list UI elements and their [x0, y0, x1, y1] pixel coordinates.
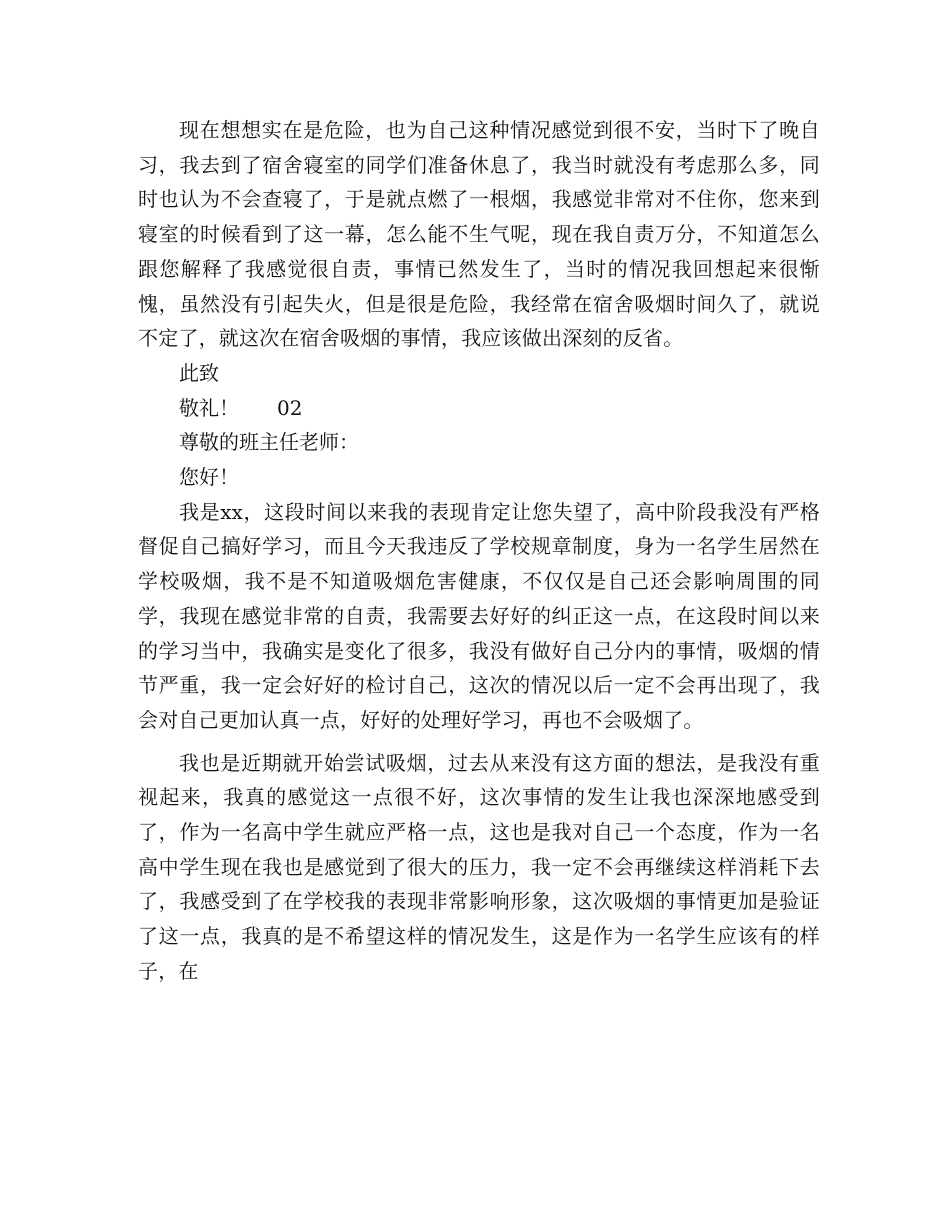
- body-paragraph: 我也是近期就开始尝试吸烟，过去从来没有这方面的想法，是我没有重视起来，我真的感觉这一点很不好，这次事情的发生让我也深深地感受到了，作为一名高中学生就应严格一点，这也是我对自己一个态度，作为一名高中学生现在我也是感觉到了很大的压力，我一定不会再继续这样消耗下去了，我感受到了在学校我的表现非常影响形象，这次吸烟的事情更加是验证了这一点，我真的是不希望这样的情况发生，这是作为一名学生应该有的样子，在: [138, 750, 820, 983]
- closing-line: 此致: [179, 360, 219, 385]
- closing-text: 敬礼！: [179, 395, 239, 420]
- section-number: 02: [277, 395, 303, 420]
- body-paragraph: 我是xx，这段时间以来我的表现肯定让您失望了，高中阶段我没有严格督促自己搞好学习，而且今天我违反了学校规章制度，身为一名学生居然在学校吸烟，我不是不知道吸烟危害健康，不仅仅是自己还会影响周围的同学，我现在感觉非常的自责，我需要去好好的纠正这一点，在这段时间以来的学习当中，我确实是变化了很多，我没有做好自己分内的事情，吸烟的情节严重，我一定会好好的检讨自己，这次的情况以后一定不会再出现了，我会对自己更加认真一点，好好的处理好学习，再也不会吸烟了。: [138, 499, 820, 732]
- closing-line-with-number: [138, 391, 820, 426]
- salutation: 尊敬的班主任老师：: [179, 430, 359, 455]
- body-paragraph: 现在想想实在是危险，也为自己这种情况感觉到很不安，当时下了晚自习，我去到了宿舍寝室的同学们准备休息了，我当时就没有考虑那么多，同时也认为不会查寝了，于是就点燃了一根烟，我感觉非常对不住你，您来到寝室的时候看到了这一幕，怎么能不生气呢，现在我自责万分，不知道怎么跟您解释了我感觉很自责，事情已然发生了，当时的情况我回想起来很惭愧，虽然没有引起失火，但是很是危险，我经常在宿舍吸烟时间久了，就说不定了，就这次在宿舍吸烟的事情，我应该做出深刻的反省。: [138, 118, 820, 351]
- greeting: 您好！: [179, 465, 239, 490]
- document-page: [138, 113, 820, 989]
